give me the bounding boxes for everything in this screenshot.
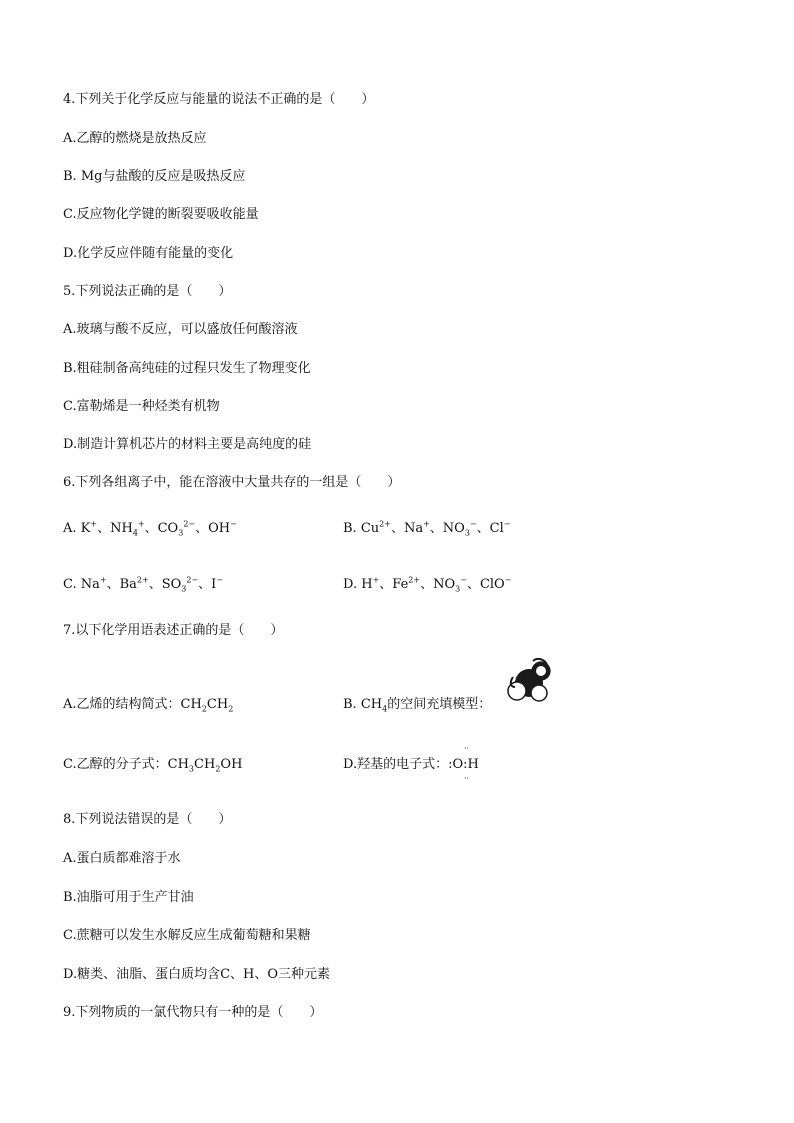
q7-option-d: D.羟基的电子式：:O:H xyxy=(343,757,479,772)
q6-stem: 6.下列各组离子中，能在溶液中大量共存的一组是（ ） xyxy=(63,475,401,490)
q8-option-a: A.蛋白质都难溶于水 xyxy=(63,851,181,866)
q6-option-c: C. Na+、$Ba^{2+}$、$SO_3^{2-}$、I− xyxy=(63,575,224,594)
q4-option-c: C.反应物化学键的断裂要吸收能量 xyxy=(63,207,259,222)
q4-option-a: A.乙醇的燃烧是放热反应 xyxy=(63,131,207,146)
q5-option-a: A.玻璃与酸不反应，可以盛放任何酸溶液 xyxy=(63,322,298,337)
q4-stem: 4.下列关于化学反应与能量的说法不正确的是（ ） xyxy=(63,92,375,107)
q6-option-a: A. K+、$NH_4^+$、$CO_3^{2-}$、OH− xyxy=(63,519,237,538)
methane-space-filling-model xyxy=(503,657,555,705)
q4-option-b: B. Mg与盐酸的反应是吸热反应 xyxy=(63,169,246,184)
q7-option-b: B. $CH_4$的空间充填模型： xyxy=(343,697,492,714)
q5-option-c: C.富勒烯是一种烃类有机物 xyxy=(63,399,220,414)
electron-dots-bottom: ·· xyxy=(464,774,470,783)
q6-option-d: D. H+、$Fe^{2+}$、$NO_3^-$、ClO− xyxy=(343,575,512,594)
q7-option-c: C.乙醇的分子式：$CH_3CH_2OH$ xyxy=(63,757,243,774)
electron-dots-top: ·· xyxy=(464,744,470,753)
q5-stem: 5.下列说法正确的是（ ） xyxy=(63,284,232,299)
q9-stem: 9.下列物质的一氯代物只有一种的是（ ） xyxy=(63,1005,323,1020)
q5-option-d: D.制造计算机芯片的材料主要是高纯度的硅 xyxy=(63,437,312,452)
q8-option-d: D.糖类、油脂、蛋白质均含C、H、O三种元素 xyxy=(63,967,331,982)
q4-option-d: D.化学反应伴随有能量的变化 xyxy=(63,246,234,261)
q6-option-b: B. $Cu^{2+}$、Na+、$NO_3^-$、Cl− xyxy=(343,519,511,538)
q8-option-b: B.油脂可用于生产甘油 xyxy=(63,890,194,905)
q7-option-a: A.乙烯的结构简式：$CH_2CH_2$ xyxy=(63,697,234,714)
q7-stem: 7.以下化学用语表述正确的是（ ） xyxy=(63,623,284,638)
q5-option-b: B.粗硅制备高纯硅的过程只发生了物理变化 xyxy=(63,361,311,376)
q8-stem: 8.下列说法错误的是（ ） xyxy=(63,812,232,827)
q8-option-c: C.蔗糖可以发生水解反应生成葡萄糖和果糖 xyxy=(63,928,311,943)
